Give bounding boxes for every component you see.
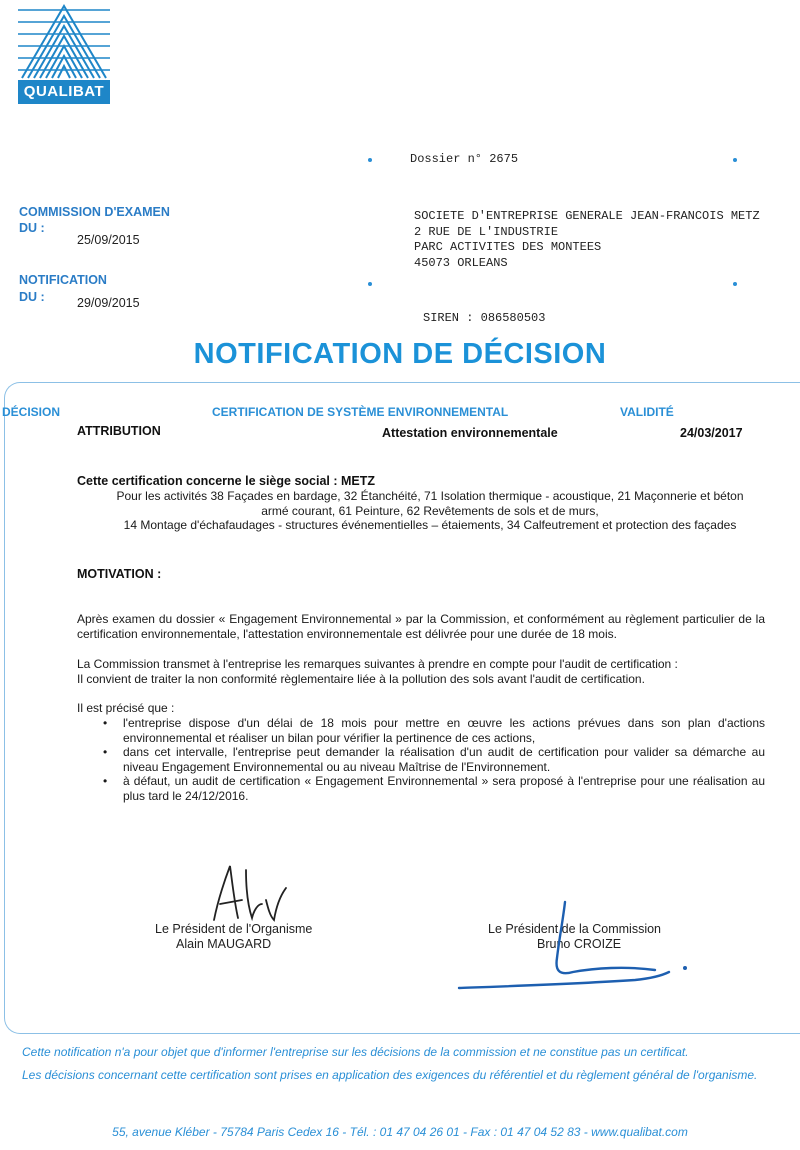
scope-activities [70,489,790,533]
recipient-address [414,209,760,271]
footer-address: 55, avenue Kléber - 75784 Paris Cedex 16 - Tél. : 01 47 04 26 01 - Fax : 01 47 04 52 83 - www.qualibat.com [112,1125,688,1139]
validite-value: 24/03/2017 [680,426,743,440]
left-signatory-title: Le Président de l'Organisme [155,922,313,936]
bullet-dot [368,158,372,162]
page-title: NOTIFICATION DE DÉCISION [193,338,607,370]
motivation-label: MOTIVATION : [77,567,162,581]
commission-du-label: DU : [19,221,45,235]
commission-date: 25/09/2015 [77,233,140,247]
para-2-line-1: La Commission transmet à l'entreprise les remarques suivantes à prendre en compte pour l'audit de certification : [77,657,678,671]
scope-line-3: 14 Montage d'échafaudages - structures événementielles – étaiements, 34 Calfeutrement et protection des façades [123,518,737,532]
para-2-line-2: Il convient de traiter la non conformité règlementaire liée à la pollution des sols avant l'audit de certification. [77,671,645,686]
pyramid-icon [18,0,110,80]
precise-label: Il est précisé que : [77,701,175,715]
dossier-number: Dossier n° 2675 [410,152,519,166]
motivation-para-2 [77,657,777,686]
footer-note-1: Cette notification n'a pour objet que d'informer l'entreprise sur les décisions de la commission et ne constitue pas un certificat. [22,1045,689,1059]
notification-date: 29/09/2015 [77,296,140,310]
scope-heading: Cette certification concerne le siège social : METZ [77,474,376,488]
siren: SIREN : 086580503 [423,311,546,325]
decision-value: ATTRIBUTION [77,424,161,438]
footer-notes [22,1045,782,1083]
recipient-line-4: 45073 ORLEANS [414,255,508,270]
right-signatory-name: Bruno CROIZE [537,937,622,951]
recipient-line-2: 2 RUE DE L'INDUSTRIE [414,224,559,239]
signature-right [455,900,695,995]
motivation-para-1: Après examen du dossier « Engagement Environnemental » par la Commission, et conformément au règlement particulier de la certification environnementale, l'attestation environnementale est délivrée pour une durée de 18 mois. [77,612,765,641]
footer-note-2: Les décisions concernant cette certification sont prises en application des exigences du référentiel et du règlement général de l'organisme. [22,1068,758,1082]
notification-label: NOTIFICATION [19,273,107,287]
motivation-bullets [77,716,765,803]
recipient-line-1: SOCIETE D'ENTREPRISE GENERALE JEAN-FRANCOIS METZ [414,209,760,223]
right-signatory-title: Le Président de la Commission [488,922,661,936]
list-item: • l'entreprise dispose d'un délai de 18 mois pour mettre en œuvre les actions prévues dans son plan d'actions environnemental et réaliser un bilan pour vérifier la pertinence de ces actions, [77,716,765,745]
col-certification-header: CERTIFICATION DE SYSTÈME ENVIRONNEMENTAL [212,405,509,419]
scope-line-1: Pour les activités 38 Façades en bardage, 32 Étanchéité, 71 Isolation thermique - acoustique, 21 Maçonnerie et béton [116,489,744,503]
left-signatory-name: Alain MAUGARD [176,937,272,951]
col-validite-header: VALIDITÉ [620,405,674,419]
list-item: • dans cet intervalle, l'entreprise peut demander la réalisation d'un audit de certification pour valider sa démarche au niveau Engagement Environnemental ou au niveau Maîtrise de l'Environnement. [77,745,765,774]
list-item: • à défaut, un audit de certification « Engagement Environnemental » sera proposé à l'entreprise pour une réalisation au plus tard le 24/12/2016. [77,774,765,803]
recipient-line-3: PARC ACTIVITES DES MONTEES [414,240,602,254]
certification-value: Attestation environnementale [382,426,558,440]
bullet-dot [733,158,737,162]
notification-du-label: DU : [19,290,45,304]
bullet-dot [368,282,372,286]
commission-label: COMMISSION D'EXAMEN [19,205,170,219]
scope-line-2: armé courant, 61 Peinture, 62 Revêtements de sols et de murs, [261,503,599,518]
logo-text: QUALIBAT [18,80,110,104]
bullet-dot [733,282,737,286]
col-decision-header: DÉCISION [2,405,61,419]
